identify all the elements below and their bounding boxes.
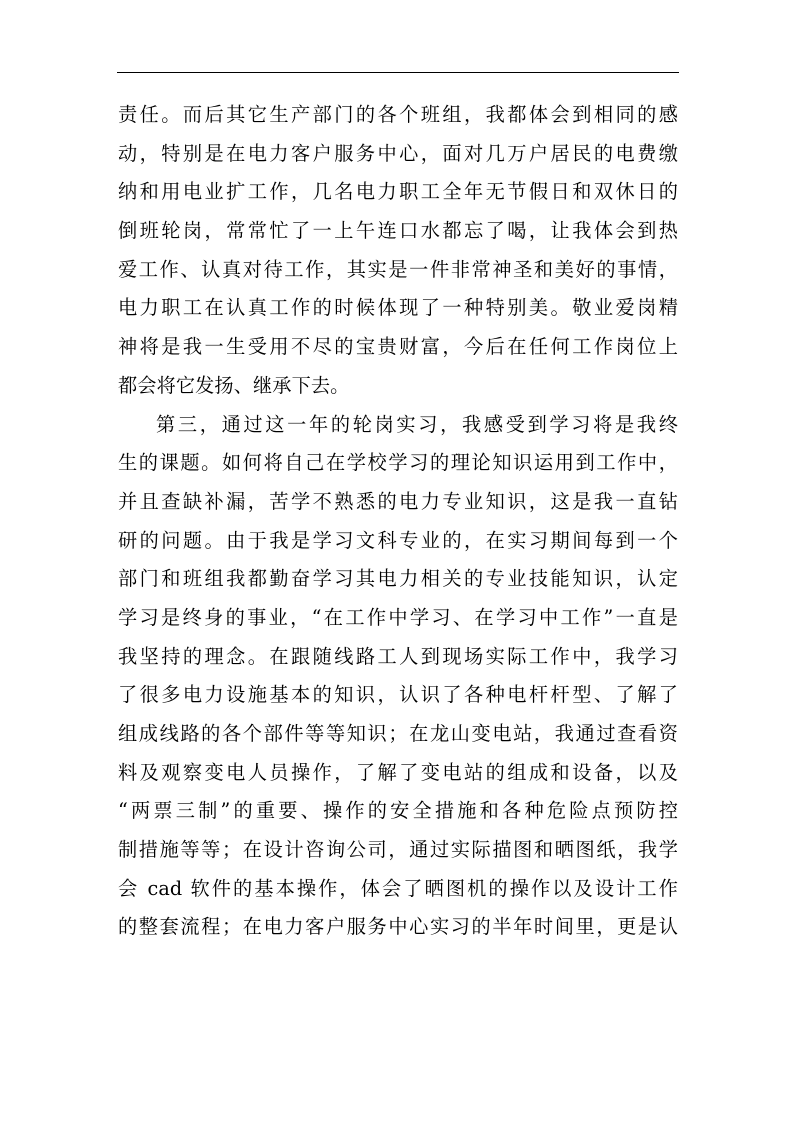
text-line: 并且查缺补漏，苦学不熟悉的电力专业知识，这是我一直钻 — [118, 489, 678, 513]
text-line: “两票三制”的重要、操作的安全措施和各种危险点预防控 — [118, 799, 678, 823]
paragraph-third-point — [118, 406, 678, 948]
text-line: 神将是我一生受用不尽的宝贵财富，今后在任何工作岗位上 — [118, 335, 678, 359]
text-line: 会 cad 软件的基本操作，体会了晒图机的操作以及设计工作 — [118, 876, 678, 900]
text-line: 了很多电力设施基本的知识，认识了各种电杆杆型、了解了 — [118, 683, 678, 707]
text-line: 部门和班组我都勤奋学习其电力相关的专业技能知识，认定 — [118, 567, 678, 591]
text-line: 动，特别是在电力客户服务中心，面对几万户居民的电费缴 — [118, 141, 678, 165]
document-body — [118, 96, 678, 947]
text-line: 组成线路的各个部件等等知识；在龙山变电站，我通过查看资 — [118, 722, 678, 745]
text-line: 责任。而后其它生产部门的各个班组，我都体会到相同的感 — [118, 103, 678, 126]
text-line: 第三，通过这一年的轮岗实习，我感受到学习将是我终 — [156, 412, 678, 436]
text-line: 研的问题。由于我是学习文科专业的，在实习期间每到一个 — [118, 528, 678, 552]
text-line: 电力职工在认真工作的时候体现了一种特别美。敬业爱岗精 — [118, 296, 678, 320]
paragraph-responsibility — [118, 96, 678, 406]
text-line: 倒班轮岗，常常忙了一上午连口水都忘了喝，让我体会到热 — [118, 219, 678, 243]
text-line: 纳和用电业扩工作，几名电力职工全年无节假日和双休日的 — [118, 180, 678, 204]
header-rule — [117, 72, 679, 73]
text-line: 生的课题。如何将自己在学校学习的理论知识运用到工作中， — [118, 451, 678, 475]
text-line: 我坚持的理念。在跟随线路工人到现场实际工作中，我学习 — [118, 644, 678, 668]
text-line: 都会将它发扬、继承下去。 — [118, 373, 350, 397]
text-line: 料及观察变电人员操作，了解了变电站的组成和设备，以及 — [118, 760, 678, 784]
text-line: 制措施等等；在设计咨询公司，通过实际描图和晒图纸，我学 — [118, 838, 678, 862]
text-line: 学习是终身的事业，“在工作中学习、在学习中工作”一直是 — [118, 605, 678, 629]
text-line: 爱工作、认真对待工作，其实是一件非常神圣和美好的事情， — [118, 257, 678, 281]
text-line: 的整套流程；在电力客户服务中心实习的半年时间里，更是认 — [118, 915, 678, 939]
